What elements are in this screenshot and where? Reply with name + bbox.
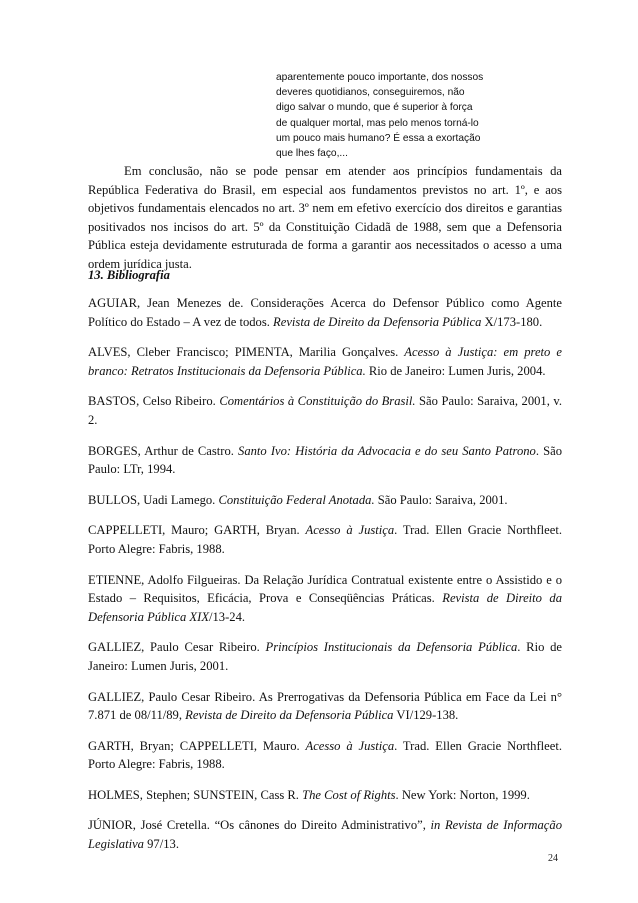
conclusion-paragraph: Em conclusão, não se pode pensar em atender aos princípios fundamentais da República Federativa do Brasil, em especial aos fundamentos previstos no art. 1º, e aos objetivos fundamentais elencados no art. 3º nem em efetivo exercício dos direitos e garantias positivados nos incisos do art. 5º da Constituição Cidadã de 1988, sem que a Defensoria Pública esteja devidamente estruturada de forma a garantir aos necessitados o acesso a uma ordem jurídica justa. [88,164,562,271]
quote-line: deveres quotidianos, conseguiremos, não [276,87,465,99]
entry-text: ALVES, Cleber Francisco; PIMENTA, Marilia Gonçalves. [88,345,405,360]
entry-title: Revista de Direito da Defensoria Pública [273,314,482,329]
entry-text: JÚNIOR, José Cretella. “Os cânones do Direito Administrativo”, [88,818,431,833]
bibliography-entry [88,737,562,774]
entry-title: Constituição Federal Anotada. [218,492,375,507]
bibliography-entry [88,688,562,725]
section-heading: 13. Bibliografia [88,268,170,282]
quote-line: digo salvar o mundo, que é superior à força [276,102,473,114]
bibliography-entry [88,343,562,380]
entry-text: . Trad. Ellen Gracie Northfleet. Porto Alegre: Fabris, 1988. [88,738,563,772]
entry-text: . Trad. Ellen Gracie Northfleet. Porto Alegre: Fabris, 1988. [88,523,563,556]
entry-text: AGUIAR, Jean Menezes de. Considerações Acerca do Defensor Público como Agente Político do Estado – A vez de todos. [88,296,562,329]
entry-text: GARTH, Bryan; CAPPELLETI, Mauro. [88,738,306,753]
page-number: 24 [548,853,558,864]
bibliography-entry [88,294,562,331]
entry-title: Acesso à Justiça: em preto e branco: Retratos Institucionais da Defensoria Pública. [88,345,562,378]
entry-title: Acesso à Justiça [305,523,395,538]
bibliography-entry [88,816,562,853]
quote-line: aparentemente pouco importante, dos nossos [276,72,484,83]
entry-text: VI/129-138. [393,708,459,723]
entry-text: ETIENNE, Adolfo Filgueiras. Da Relação Jurídica Contratual existente entre o Assistido e o Estado – Requisitos, Eficácia, Prova e Conseqüências Práticas. [88,572,562,606]
entry-text: X/173-180. [481,314,543,329]
entry-title: Princípios Institucionais da Defensoria Pública [265,640,518,655]
bibliography-list [88,294,562,866]
entry-text: Rio de Janeiro: Lumen Juris, 2004. [365,363,546,378]
entry-title: The Cost of Rights [302,787,396,802]
entry-text: São Paulo: Saraiva, 2001, v. 2. [88,394,562,427]
entry-text: BULLOS, Uadi Lamego. [88,492,219,507]
entry-title: in Revista de Informação Legislativa [88,818,562,852]
entry-text: . Rio de Janeiro: Lumen Juris, 2001. [88,640,562,673]
entry-text: 97/13. [143,837,179,852]
entry-text: /13-24. [209,609,246,624]
entry-title: Revista de Direito da Defensoria Pública [185,708,394,723]
entry-text: GALLIEZ, Paulo Cesar Ribeiro. As Prerrogativas da Defensoria Pública em Face da Lei n° 7.871 de 08/11/89, [88,689,562,723]
bibliography-entry [88,392,562,429]
bibliography-entry [88,786,562,805]
bibliography-entry [88,521,562,558]
entry-title: Acesso à Justiça [305,738,395,753]
entry-title: Santo Ivo: História da Advocacia e do seu Santo Patrono [238,443,536,458]
entry-text: CAPPELLETI, Mauro; GARTH, Bryan. [88,523,306,538]
bibliography-entry [88,442,562,479]
entry-text: BASTOS, Celso Ribeiro. [88,394,220,409]
quote-line: um pouco mais humano? É essa a exortação [276,132,481,144]
quote-line: que lhes faço,... [276,148,348,160]
entry-text: São Paulo: Saraiva, 2001. [374,492,508,507]
entry-title: Revista de Direito da Defensoria Pública XIX [88,591,562,624]
entry-title: Comentários à Constituição do Brasil. [219,394,416,409]
entry-text: GALLIEZ, Paulo Cesar Ribeiro. [88,640,266,655]
entry-text: BORGES, Arthur de Castro. [88,443,239,458]
entry-text: HOLMES, Stephen; SUNSTEIN, Cass R. [88,787,303,802]
entry-text: . São Paulo: LTr, 1994. [88,443,562,477]
bibliography-entry [88,571,562,627]
block-quote [276,70,502,161]
quote-line: de qualquer mortal, mas pelo menos torná-lo [276,117,479,129]
bibliography-entry [88,491,562,510]
entry-text: . New York: Norton, 1999. [395,787,530,802]
bibliography-entry [88,638,562,675]
